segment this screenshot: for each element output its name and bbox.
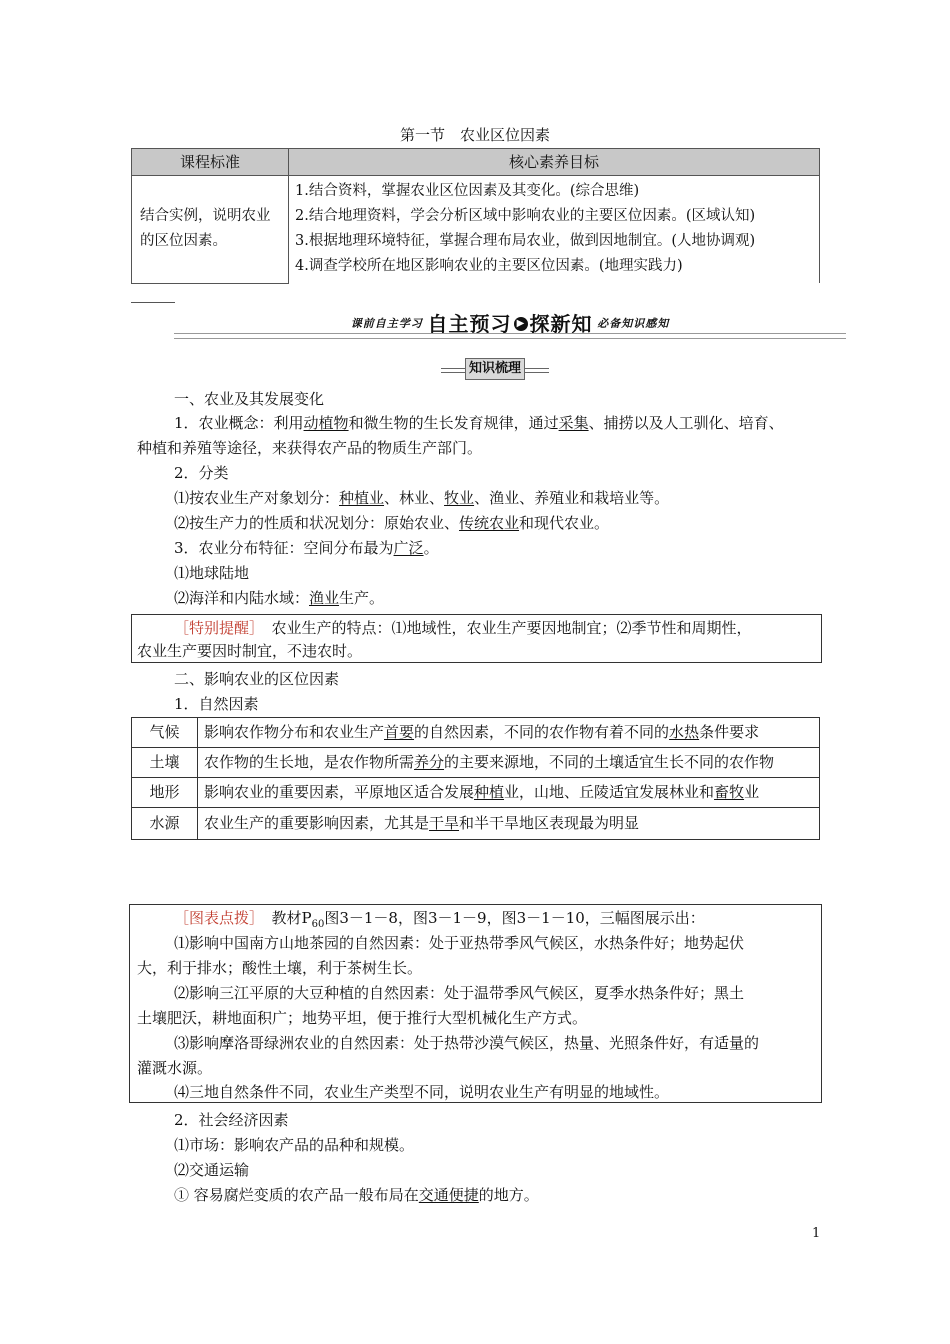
heading-socioeconomic: 2．社会经济因素 (174, 1111, 289, 1129)
banner-rule-bottom (174, 338, 846, 339)
table-row (132, 718, 820, 748)
factor-desc: 影响农作物分布和农业生产首要的自然因素，不同的农作物有着不同的水热条件要求 (198, 718, 820, 748)
goal-item: 4.调查学校所在地区影响农业的主要区位因素。(地理实践力) (295, 258, 683, 274)
table-row (132, 778, 820, 808)
factor-key: 土壤 (132, 748, 198, 778)
chart-tip-line: ⑶影响摩洛哥绿洲农业的自然因素：处于热带沙漠气候区，热量、光照条件好，有适量的 (174, 1034, 760, 1052)
goal-item: 1.结合资料，掌握农业区位因素及其变化。(综合思维) (295, 183, 640, 199)
classification-1: ⑴按农业生产对象划分：种植业、林业、牧业、渔业、养殖业和栽培业等。 (174, 489, 670, 507)
goal-item: 2.结合地理资料，学会分析区域中影响农业的主要区位因素。(区域认知) (295, 208, 756, 224)
answer-blank: 广泛 (393, 539, 424, 557)
chart-tip-line: ⑴影响中国南方山地茶园的自然因素：处于亚热带季风气候区，水热条件好；地势起伏 (174, 934, 745, 952)
standards-goals (289, 176, 820, 284)
factor-desc: 农业生产的重要影响因素，尤其是干旱和半干旱地区表现最为明显 (198, 808, 820, 840)
concept-line-2: 种植和养殖等途径，来获得农产品的物质生产部门。 (137, 439, 483, 457)
transport-item-1: ① 容易腐烂变质的农产品一般布局在交通便捷的地方。 (174, 1186, 539, 1204)
classification-2: ⑵按生产力的性质和状况划分：原始农业、传统农业和现代农业。 (174, 514, 610, 532)
banner-main-b: 探新知 (529, 312, 593, 336)
answer-blank: 渔业 (309, 589, 340, 607)
distribution-line: 3．农业分布特征：空间分布最为广泛。 (174, 539, 439, 557)
heading-agriculture: 一、农业及其发展变化 (174, 390, 325, 408)
standards-left-text: 结合实例，说明农业的区位因素。 (132, 176, 289, 284)
reminder-line-2: 农业生产要因时制宜，不违农时。 (137, 642, 363, 660)
heading-natural: 1．自然因素 (174, 695, 259, 713)
natural-factors-table (131, 717, 820, 840)
heading-classification: 2．分类 (174, 464, 229, 482)
answer-blank: 交通便捷 (418, 1186, 479, 1204)
chart-tip-intro: ［图表点拨］ 教材$P_{60}$图3－1－8，图3－1－9，图3－1－10，三幅图展示出： (174, 909, 705, 930)
course-standards-table (131, 148, 820, 284)
chart-tip-line: ⑷三地自然条件不同，农业生产类型不同，说明农业生产有明显的地域性。 (174, 1083, 670, 1101)
page-number: 1 (812, 1226, 821, 1241)
reminder-line-1: ［特别提醒］ 农业生产的特点：⑴地域性，农业生产要因地制宜；⑵季节性和周期性， (174, 619, 752, 637)
banner-right-small: 必备知识感知 (597, 317, 670, 330)
chart-tip-line: ⑵影响三江平原的大豆种植的自然因素：处于温带季风气候区，夏季水热条件好；黑土 (174, 984, 745, 1002)
page-title: 第一节 农业区位因素 (399, 126, 550, 144)
answer-blank: 牧业 (444, 489, 475, 507)
factor-desc: 影响农业的重要因素，平原地区适合发展种植业，山地、丘陵适宜发展林业和畜牧业 (198, 778, 820, 808)
distribution-1: ⑴地球陆地 (174, 564, 250, 582)
banner-main-a: 自主预习 (427, 312, 512, 336)
market-line: ⑴市场：影响农产品的品种和规模。 (174, 1136, 415, 1154)
factor-desc: 农作物的生长地，是农作物所需养分的主要来源地，不同的土壤适宜生长不同的农作物 (198, 748, 820, 778)
chart-tip-line: 灌溉水源。 (137, 1059, 213, 1077)
standards-header-right: 核心素养目标 (289, 149, 820, 176)
answer-blank: 采集 (558, 414, 589, 432)
chart-tip-line: 大，利于排水；酸性土壤，利于茶树生长。 (137, 959, 423, 977)
distribution-2: ⑵海洋和内陆水域：渔业生产。 (174, 589, 385, 607)
concept-line: 1．农业概念：利用动植物和微生物的生长发育规律，通过采集、捕捞以及人工驯化、培育、 (174, 414, 784, 432)
answer-blank: 动植物 (303, 414, 349, 432)
factor-key: 气候 (132, 718, 198, 748)
factor-key: 地形 (132, 778, 198, 808)
standards-header-left: 课程标准 (132, 149, 289, 176)
banner-rule-top (174, 333, 846, 334)
chart-tip-label: ［图表点拨］ (174, 909, 257, 927)
answer-blank: 传统农业 (459, 514, 520, 532)
section-tag-label: 知识梳理 (465, 358, 525, 380)
table-row (132, 748, 820, 778)
reminder-label: ［特别提醒］ (174, 619, 257, 637)
section-tag (441, 358, 549, 380)
table-row (132, 808, 820, 840)
transport-line: ⑵交通运输 (174, 1161, 250, 1179)
arrow-right-icon: ▶ (514, 317, 528, 331)
answer-blank: 种植业 (339, 489, 385, 507)
chart-tip-line: 土壤肥沃，耕地面积广；地势平坦，便于推行大型机械化生产方式。 (137, 1009, 588, 1027)
table-bottom-rule (131, 302, 175, 303)
factor-key: 水源 (132, 808, 198, 840)
goal-item: 3.根据地理环境特征，掌握合理布局农业，做到因地制宜。(人地协调观) (295, 233, 756, 249)
banner-left-small: 课前自主学习 (350, 317, 423, 330)
heading-factors: 二、影响农业的区位因素 (174, 670, 340, 688)
